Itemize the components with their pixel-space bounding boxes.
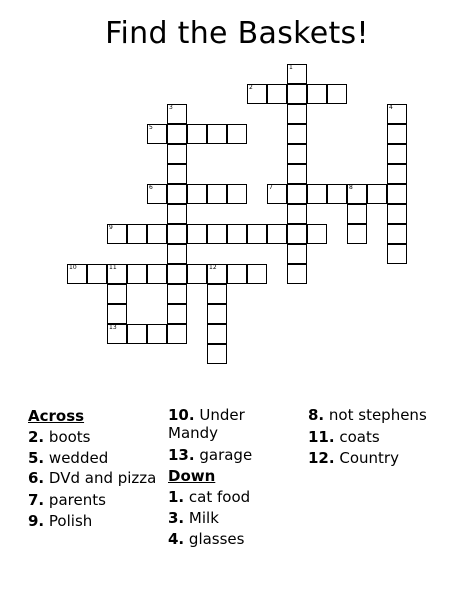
grid-cell[interactable] bbox=[287, 104, 307, 124]
grid-cell[interactable] bbox=[287, 64, 307, 84]
clue-across-9[interactable] bbox=[28, 511, 158, 532]
clue-column-1 bbox=[28, 406, 158, 532]
grid-cell[interactable] bbox=[167, 284, 187, 304]
grid-cell[interactable] bbox=[187, 264, 207, 284]
grid-cell[interactable] bbox=[147, 124, 167, 144]
clue-number: 7. bbox=[28, 491, 45, 509]
grid-cell[interactable] bbox=[187, 224, 207, 244]
clue-down-11[interactable] bbox=[308, 427, 448, 448]
grid-cell[interactable] bbox=[167, 304, 187, 324]
grid-cell[interactable] bbox=[387, 204, 407, 224]
clue-number: 8. bbox=[308, 406, 325, 424]
clue-number: 13. bbox=[168, 446, 195, 464]
grid-cell[interactable] bbox=[247, 84, 267, 104]
grid-cell[interactable] bbox=[167, 144, 187, 164]
cell-number: 10 bbox=[69, 264, 77, 271]
cell-number: 13 bbox=[109, 324, 117, 331]
clue-number: 11. bbox=[308, 428, 335, 446]
grid-cell[interactable] bbox=[207, 264, 227, 284]
clue-across-5[interactable] bbox=[28, 448, 158, 469]
clue-across-7[interactable] bbox=[28, 490, 158, 511]
grid-cell[interactable] bbox=[207, 224, 227, 244]
cell-number: 6 bbox=[149, 184, 153, 191]
grid-cell[interactable] bbox=[167, 104, 187, 124]
grid-cell[interactable] bbox=[387, 124, 407, 144]
grid-cell[interactable] bbox=[287, 204, 307, 224]
clue-text: Polish bbox=[48, 512, 93, 530]
clue-down-4[interactable] bbox=[168, 529, 298, 550]
clue-column-3 bbox=[308, 406, 448, 469]
cell-number: 12 bbox=[209, 264, 217, 271]
grid-cell[interactable] bbox=[167, 264, 187, 284]
grid-cell[interactable] bbox=[107, 264, 127, 284]
grid-cell[interactable] bbox=[207, 124, 227, 144]
grid-cell[interactable] bbox=[207, 344, 227, 364]
grid-cell[interactable] bbox=[387, 104, 407, 124]
clue-text: cat food bbox=[188, 488, 251, 506]
grid-cell[interactable] bbox=[287, 184, 307, 204]
grid-cell[interactable] bbox=[227, 184, 247, 204]
grid-cell[interactable] bbox=[287, 144, 307, 164]
clue-text: Country bbox=[339, 449, 399, 467]
grid-cell[interactable] bbox=[227, 124, 247, 144]
cell-number: 5 bbox=[149, 124, 153, 131]
clue-down-1[interactable] bbox=[168, 487, 298, 508]
clue-number: 10. bbox=[168, 406, 195, 424]
clue-number: 5. bbox=[28, 449, 45, 467]
cell-number: 7 bbox=[269, 184, 273, 191]
grid-cell[interactable] bbox=[387, 164, 407, 184]
clue-text: DVd and pizza bbox=[48, 469, 157, 487]
down-header: Down bbox=[168, 467, 216, 485]
cell-number: 9 bbox=[109, 224, 113, 231]
grid-cell[interactable] bbox=[167, 204, 187, 224]
grid-cell[interactable] bbox=[227, 224, 247, 244]
grid-cell[interactable] bbox=[367, 184, 387, 204]
grid-cell[interactable] bbox=[107, 304, 127, 324]
cell-number: 11 bbox=[109, 264, 117, 271]
grid-cell[interactable] bbox=[187, 124, 207, 144]
cell-number: 3 bbox=[169, 104, 173, 111]
grid-cell[interactable] bbox=[127, 224, 147, 244]
grid-cell[interactable] bbox=[287, 264, 307, 284]
clue-text: boots bbox=[48, 428, 91, 446]
clue-across-6[interactable] bbox=[28, 469, 158, 487]
grid-cell[interactable] bbox=[147, 224, 167, 244]
grid-cell[interactable] bbox=[347, 184, 367, 204]
grid-cell[interactable] bbox=[267, 184, 287, 204]
clue-column-2 bbox=[168, 406, 298, 550]
grid-cell[interactable] bbox=[267, 224, 287, 244]
clue-down-12[interactable] bbox=[308, 448, 448, 469]
grid-cell[interactable] bbox=[247, 224, 267, 244]
cell-number: 8 bbox=[349, 184, 353, 191]
grid-cell[interactable] bbox=[287, 164, 307, 184]
clue-number: 1. bbox=[168, 488, 185, 506]
grid-cell[interactable] bbox=[347, 224, 367, 244]
clue-text: glasses bbox=[188, 530, 245, 548]
grid-cell[interactable] bbox=[167, 164, 187, 184]
clue-text: parents bbox=[48, 491, 106, 509]
clue-number: 9. bbox=[28, 512, 45, 530]
clue-text: coats bbox=[339, 428, 380, 446]
grid-cell[interactable] bbox=[207, 304, 227, 324]
puzzle-title: Find the Baskets! bbox=[105, 16, 369, 51]
grid-cell[interactable] bbox=[167, 244, 187, 264]
grid-cell[interactable] bbox=[187, 184, 207, 204]
grid-cell[interactable] bbox=[207, 284, 227, 304]
grid-cell[interactable] bbox=[287, 84, 307, 104]
grid-cell[interactable] bbox=[167, 184, 187, 204]
grid-cell[interactable] bbox=[287, 124, 307, 144]
grid-cell[interactable] bbox=[387, 144, 407, 164]
grid-cell[interactable] bbox=[327, 84, 347, 104]
grid-cell[interactable] bbox=[127, 324, 147, 344]
grid-cell[interactable] bbox=[267, 84, 287, 104]
clue-down-8[interactable] bbox=[308, 406, 448, 424]
grid-cell[interactable] bbox=[247, 264, 267, 284]
clue-down-3[interactable] bbox=[168, 508, 298, 529]
grid-cell[interactable] bbox=[147, 324, 167, 344]
grid-cell[interactable] bbox=[207, 184, 227, 204]
grid-cell[interactable] bbox=[387, 244, 407, 264]
grid-cell[interactable] bbox=[307, 84, 327, 104]
grid-cell[interactable] bbox=[287, 244, 307, 264]
grid-cell[interactable] bbox=[147, 264, 167, 284]
grid-cell[interactable] bbox=[87, 264, 107, 284]
clue-number: 6. bbox=[28, 469, 45, 487]
clue-text: Under Mandy bbox=[168, 406, 245, 442]
grid-cell[interactable] bbox=[107, 324, 127, 344]
grid-cell[interactable] bbox=[167, 124, 187, 144]
cell-number: 2 bbox=[249, 84, 253, 91]
grid-cell[interactable] bbox=[207, 324, 227, 344]
clue-text: wedded bbox=[48, 449, 109, 467]
grid-cell[interactable] bbox=[67, 264, 87, 284]
cell-number: 4 bbox=[389, 104, 393, 111]
grid-cell[interactable] bbox=[347, 204, 367, 224]
clue-number: 3. bbox=[168, 509, 185, 527]
clue-across-2[interactable] bbox=[28, 427, 158, 448]
clue-text: garage bbox=[199, 446, 253, 464]
grid-cell[interactable] bbox=[387, 184, 407, 204]
grid-cell[interactable] bbox=[307, 184, 327, 204]
clue-across-13[interactable] bbox=[168, 445, 298, 466]
grid-cell[interactable] bbox=[287, 224, 307, 244]
grid-cell[interactable] bbox=[167, 324, 187, 344]
clue-number: 12. bbox=[308, 449, 335, 467]
grid-cell[interactable] bbox=[307, 224, 327, 244]
grid-cell[interactable] bbox=[127, 264, 147, 284]
grid-cell[interactable] bbox=[227, 264, 247, 284]
clue-text: not stephens bbox=[328, 406, 427, 424]
grid-cell[interactable] bbox=[107, 224, 127, 244]
grid-cell[interactable] bbox=[167, 224, 187, 244]
across-header: Across bbox=[28, 407, 85, 425]
clue-text: Milk bbox=[188, 509, 219, 527]
grid-cell[interactable] bbox=[147, 184, 167, 204]
cell-number: 1 bbox=[289, 64, 293, 71]
clue-across-10[interactable] bbox=[168, 406, 298, 442]
clue-number: 4. bbox=[168, 530, 185, 548]
grid-cell[interactable] bbox=[327, 184, 347, 204]
grid-cell[interactable] bbox=[107, 284, 127, 304]
grid-cell[interactable] bbox=[387, 224, 407, 244]
clue-number: 2. bbox=[28, 428, 45, 446]
